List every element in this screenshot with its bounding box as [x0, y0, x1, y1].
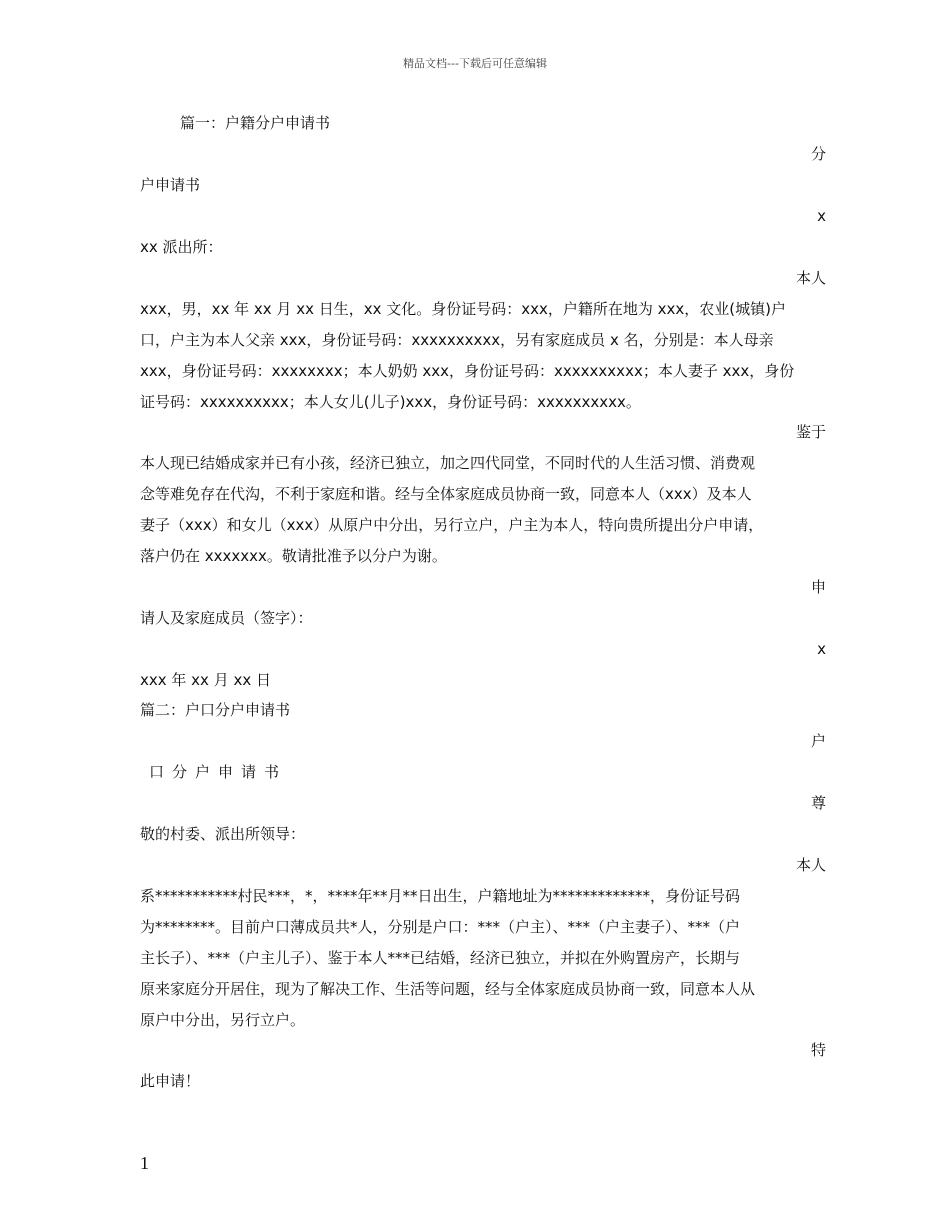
section1-para2-line: 落户仍在 xxxxxxx。敬请批准予以分户为谢。 [140, 547, 447, 565]
section1-title: 篇一：户籍分户申请书 [180, 114, 331, 132]
section2-doc-title-part1: 户 [810, 732, 826, 750]
section2-greeting-part2: 敬的村委、派出所领导： [140, 825, 306, 843]
page-header: 精品文档---下载后可任意编辑 [403, 57, 547, 70]
page-number: 1 [140, 1153, 149, 1173]
section2-greeting-part1: 尊 [810, 794, 826, 812]
section2-para1-lead: 本人 [795, 856, 826, 874]
section1-para1-line: 证号码：xxxxxxxxxx；本人女儿(儿子)xxx，身份证号码：xxxxxxxxxx。 [140, 393, 641, 411]
section1-signature-part2: 请人及家庭成员（签字）： [140, 609, 313, 627]
section2-para1-line: 系***********村民***，*，****年**月**日出生，户籍地址为*************，身份证号码 [140, 887, 741, 905]
section2-closing-part1: 特 [810, 1041, 826, 1059]
section2-para1-line: 主长子）、***（户主儿子）、鉴于本人***已结婚，经济已独立，并拟在外购置房产，长期与 [140, 949, 741, 967]
section2-closing-part2: 此申请！ [140, 1072, 201, 1090]
section1-recipient-part1: x [817, 207, 826, 225]
section2-para1-line: 为********。目前户口薄成员共*人，分别是户口：***（户主）、***（户主妻子）、***（户 [140, 918, 741, 936]
section1-para1-line: xxx，男，xx 年 xx 月 xx 日生，xx 文化。身份证号码：xxx，户籍所在地为 xxx，农业(城镇)户 [140, 300, 786, 318]
section1-recipient-part2: xx 派出所： [140, 238, 223, 256]
section1-doc-title-part1: 分 [810, 145, 826, 163]
section1-para2-line: 本人现已结婚成家并已有小孩，经济已独立，加之四代同堂，不同时代的人生活习惯、消费观 [140, 454, 756, 472]
section2-para1-line: 原来家庭分开居住，现为了解决工作、生活等问题，经与全体家庭成员协商一致，同意本人从 [140, 980, 756, 998]
section1-para2-line: 念等难免存在代沟，不利于家庭和谐。经与全体家庭成员协商一致，同意本人（xxx）及本人 [140, 485, 752, 503]
section1-signature-part1: 申 [810, 578, 826, 596]
section2-title: 篇二：户口分户申请书 [140, 701, 291, 719]
section1-date-part1: x [817, 640, 826, 658]
section2-para1-line: 原户中分出，另行立户。 [140, 1011, 306, 1029]
section1-para1-line: 口，户主为本人父亲 xxx，身份证号码：xxxxxxxxxx，另有家庭成员 x 名，分别是：本人母亲 [140, 331, 774, 349]
section1-date-part2: xxx 年 xx 月 xx 日 [140, 671, 271, 689]
section1-doc-title-part2: 户申请书 [140, 176, 201, 194]
section1-para1-line: xxx，身份证号码：xxxxxxxx；本人奶奶 xxx，身份证号码：xxxxxxxxxx；本人妻子 xxx，身份 [140, 362, 795, 380]
section1-para1-lead: 本人 [795, 269, 826, 287]
section2-doc-title-part2: 口分户申请书 [149, 763, 288, 781]
section1-para2-lead: 鉴于 [795, 423, 826, 441]
section1-para2-line: 妻子（xxx）和女儿（xxx）从原户中分出，另行立户，户主为本人，特向贵所提出分户申请， [140, 516, 764, 534]
